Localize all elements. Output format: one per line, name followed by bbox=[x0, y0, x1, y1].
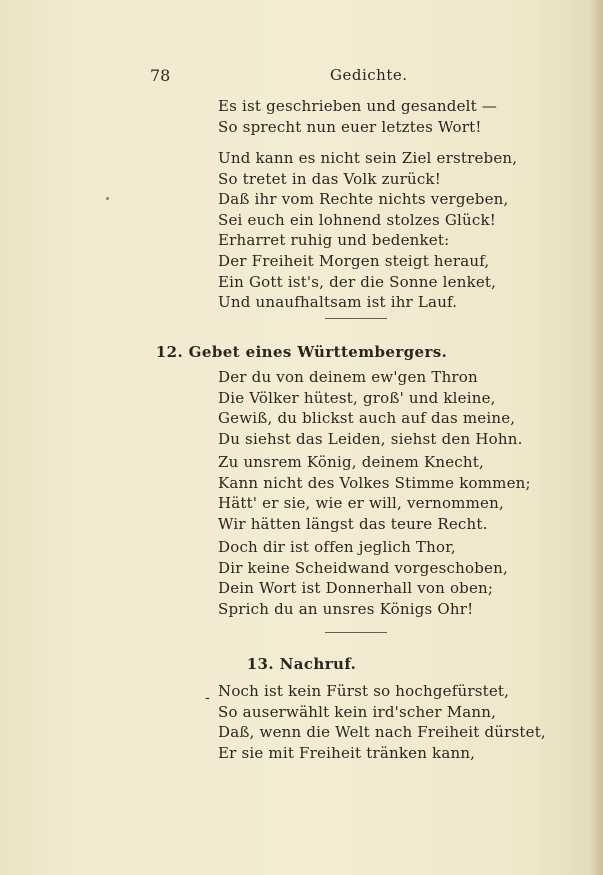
verse-line: Daß, wenn die Welt nach Freiheit dürstet, bbox=[218, 723, 546, 742]
page-number: 78 bbox=[150, 66, 171, 85]
verse-line: Der du von deinem ew'gen Thron bbox=[218, 368, 478, 386]
verse-line: Die Völker hütest, groß' und kleine, bbox=[218, 388, 496, 407]
verse-line: Dir keine Scheidwand vorgeschoben, bbox=[218, 558, 508, 577]
verse-line: Doch dir ist offen jeglich Thor, bbox=[218, 538, 456, 556]
paper-speck bbox=[106, 197, 109, 200]
verse-line: Und unaufhaltsam ist ihr Lauf. bbox=[218, 293, 458, 312]
verse-line: Und kann es nicht sein Ziel erstreben, bbox=[218, 149, 518, 167]
verse-line: Gewiß, du blickst auch auf das meine, bbox=[218, 409, 516, 428]
verse-line: Der Freiheit Morgen steigt herauf, bbox=[218, 251, 490, 270]
verse-line: Sei euch ein lohnend stolzes Glück! bbox=[218, 210, 497, 229]
verse-line: Kann nicht des Volkes Stimme kommen; bbox=[218, 473, 531, 492]
poem-12-stanza-1 bbox=[218, 367, 558, 449]
verse-line: Wir hätten längst das teure Recht. bbox=[218, 514, 488, 533]
verse-line: Erharret ruhig und bedenket: bbox=[218, 231, 450, 250]
page-edge-shadow bbox=[589, 0, 603, 875]
poem-12-stanza-2 bbox=[218, 452, 558, 534]
verse-line: Hätt' er sie, wie er will, vernommen, bbox=[218, 494, 504, 513]
margin-mark: - bbox=[205, 690, 210, 706]
verse-line: So tretet in das Volk zurück! bbox=[218, 169, 441, 188]
poem-13-stanza-1 bbox=[218, 681, 558, 763]
verse-line: Ein Gott ist's, der die Sonne lenket, bbox=[218, 272, 497, 291]
verse-line: Zu unsrem König, deinem Knecht, bbox=[218, 453, 484, 471]
verse-line: Dein Wort ist Donnerhall von oben; bbox=[218, 579, 494, 598]
verse-line: Es ist geschrieben und gesandelt — bbox=[218, 97, 498, 115]
verse-line: So auserwählt kein ird'scher Mann, bbox=[218, 702, 497, 721]
poem-13-title: 13. Nachruf. bbox=[246, 655, 357, 673]
verse-line: So sprecht nun euer letztes Wort! bbox=[218, 117, 482, 136]
page-header bbox=[0, 66, 603, 90]
verse-line: Er sie mit Freiheit tränken kann, bbox=[218, 743, 476, 762]
section-divider bbox=[325, 318, 387, 319]
poem-end-stanza-b bbox=[218, 148, 558, 313]
verse-line: Sprich du an unsres Königs Ohr! bbox=[218, 599, 474, 618]
running-head: Gedichte. bbox=[330, 66, 408, 84]
poem-end-stanza-a bbox=[218, 96, 558, 137]
verse-line: Daß ihr vom Rechte nichts vergeben, bbox=[218, 190, 509, 209]
verse-line: Noch ist kein Fürst so hochgefürstet, bbox=[218, 682, 510, 700]
poem-12-title: 12. Gebet eines Württembergers. bbox=[155, 343, 448, 361]
verse-line: Du siehst das Leiden, siehst den Hohn. bbox=[218, 429, 523, 448]
section-divider bbox=[325, 632, 387, 633]
poem-12-stanza-3 bbox=[218, 537, 558, 619]
